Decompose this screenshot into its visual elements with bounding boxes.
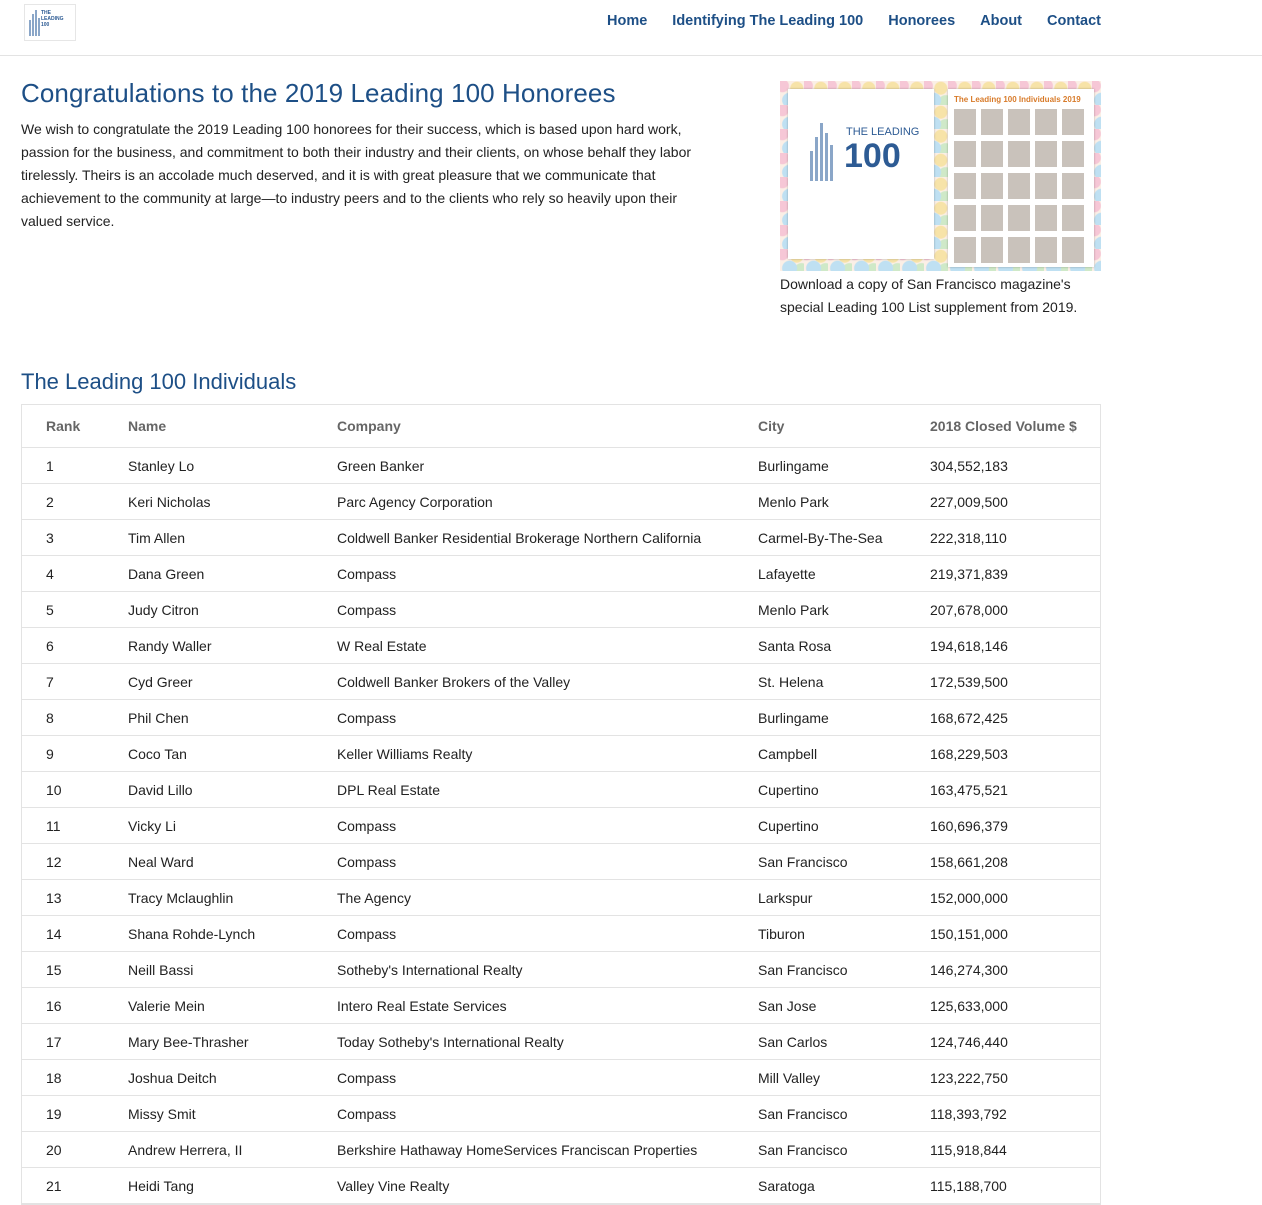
cell-company: Intero Real Estate Services [337, 988, 758, 1024]
cell-name: Valerie Mein [128, 988, 337, 1024]
table-row [22, 592, 1100, 628]
cell-rank: 5 [22, 592, 128, 628]
cell-volume: 163,475,521 [930, 772, 1100, 808]
table-row [22, 952, 1100, 988]
cell-company: W Real Estate [337, 628, 758, 664]
table-row [22, 628, 1100, 664]
nav-contact[interactable]: Contact [1047, 13, 1101, 29]
cell-rank: 10 [22, 772, 128, 808]
cell-volume: 118,393,792 [930, 1096, 1100, 1132]
col-city[interactable]: City [758, 405, 930, 448]
table-row [22, 880, 1100, 916]
site-logo[interactable] [24, 4, 76, 41]
cell-name: Tim Allen [128, 520, 337, 556]
cell-volume: 115,188,700 [930, 1168, 1100, 1204]
cell-city: San Francisco [758, 844, 930, 880]
cell-name: Keri Nicholas [128, 484, 337, 520]
main-nav [607, 13, 1101, 29]
cell-volume: 158,661,208 [930, 844, 1100, 880]
supplement-caption[interactable]: Download a copy of San Francisco magazine's special Leading 100 List supplement from 2019. [780, 276, 1078, 315]
cell-rank: 13 [22, 880, 128, 916]
table-row [22, 844, 1100, 880]
cell-company: Coldwell Banker Residential Brokerage Northern California [337, 520, 758, 556]
site-header [0, 0, 1262, 56]
table-row [22, 1024, 1100, 1060]
page-title: Congratulations to the 2019 Leading 100 Honorees [21, 78, 616, 108]
cell-city: Burlingame [758, 700, 930, 736]
logo-building-icon [29, 10, 39, 36]
cell-volume: 172,539,500 [930, 664, 1100, 700]
cell-volume: 222,318,110 [930, 520, 1100, 556]
cell-name: Shana Rohde-Lynch [128, 916, 337, 952]
cell-rank: 14 [22, 916, 128, 952]
cell-name: Missy Smit [128, 1096, 337, 1132]
cell-name: Judy Citron [128, 592, 337, 628]
cell-volume: 124,746,440 [930, 1024, 1100, 1060]
cell-company: Coldwell Banker Brokers of the Valley [337, 664, 758, 700]
table-row [22, 1132, 1100, 1168]
supplement-cover-image[interactable] [780, 81, 1101, 271]
table-row [22, 808, 1100, 844]
logo-text: THE LEADING 100 [41, 10, 64, 28]
cell-city: St. Helena [758, 664, 930, 700]
cell-name: Tracy Mclaughlin [128, 880, 337, 916]
cover-big-title: 100 [844, 137, 901, 175]
col-name[interactable]: Name [128, 405, 337, 448]
cell-company: Keller Williams Realty [337, 736, 758, 772]
cell-rank: 18 [22, 1060, 128, 1096]
cell-rank: 3 [22, 520, 128, 556]
cell-city: Mill Valley [758, 1060, 930, 1096]
cell-rank: 20 [22, 1132, 128, 1168]
cell-volume: 194,618,146 [930, 628, 1100, 664]
cell-name: Joshua Deitch [128, 1060, 337, 1096]
cover-building-icon [810, 123, 838, 181]
cell-city: Santa Rosa [758, 628, 930, 664]
nav-home[interactable]: Home [607, 13, 648, 29]
cell-city: San Jose [758, 988, 930, 1024]
cell-volume: 304,552,183 [930, 448, 1100, 484]
cover-front-page [788, 89, 934, 259]
table-row [22, 520, 1100, 556]
table-row [22, 1096, 1100, 1132]
cell-rank: 9 [22, 736, 128, 772]
cell-company: Compass [337, 844, 758, 880]
cell-city: San Francisco [758, 1132, 930, 1168]
cell-name: Stanley Lo [128, 448, 337, 484]
cell-city: Menlo Park [758, 592, 930, 628]
honoree-photo-grid [954, 109, 1084, 263]
intro-text: We wish to congratulate the 2019 Leading 100 honorees for their success, which is based upon hard work, passion for the business, and commitment to both their industry and their clients, on whose behalf they labor tirelessly. Theirs is an accolade much deserved, and it is with great pleasure that we communicate that achievement to the community at large—to industry peers and to the clients who rely so heavily upon their valued service. [21, 121, 692, 229]
cell-rank: 17 [22, 1024, 128, 1060]
cell-city: Cupertino [758, 772, 930, 808]
cell-company: Compass [337, 700, 758, 736]
cell-company: Parc Agency Corporation [337, 484, 758, 520]
cell-name: David Lillo [128, 772, 337, 808]
cell-rank: 21 [22, 1168, 128, 1204]
cell-rank: 19 [22, 1096, 128, 1132]
cell-volume: 115,918,844 [930, 1132, 1100, 1168]
cell-city: Carmel-By-The-Sea [758, 520, 930, 556]
cell-volume: 146,274,300 [930, 952, 1100, 988]
cell-volume: 168,229,503 [930, 736, 1100, 772]
table-row [22, 1060, 1100, 1096]
cell-name: Neal Ward [128, 844, 337, 880]
cell-volume: 125,633,000 [930, 988, 1100, 1024]
cell-city: Cupertino [758, 808, 930, 844]
cell-rank: 8 [22, 700, 128, 736]
cell-company: Sotheby's International Realty [337, 952, 758, 988]
cell-city: Lafayette [758, 556, 930, 592]
cell-volume: 219,371,839 [930, 556, 1100, 592]
cell-name: Cyd Greer [128, 664, 337, 700]
inner-page-title: The Leading 100 Individuals 2019 [954, 95, 1081, 104]
table-row [22, 556, 1100, 592]
cell-name: Coco Tan [128, 736, 337, 772]
cell-company: Compass [337, 1060, 758, 1096]
table-row [22, 664, 1100, 700]
cell-company: Berkshire Hathaway HomeServices Franciscan Properties [337, 1132, 758, 1168]
table-row [22, 772, 1100, 808]
cell-rank: 6 [22, 628, 128, 664]
cell-company: Compass [337, 808, 758, 844]
col-company[interactable]: Company [337, 405, 758, 448]
table-row [22, 1168, 1100, 1204]
table-header-row [22, 405, 1100, 448]
cell-rank: 16 [22, 988, 128, 1024]
cell-volume: 150,151,000 [930, 916, 1100, 952]
cell-rank: 11 [22, 808, 128, 844]
cell-city: Tiburon [758, 916, 930, 952]
cell-volume: 227,009,500 [930, 484, 1100, 520]
table-row [22, 448, 1100, 484]
cell-name: Randy Waller [128, 628, 337, 664]
cell-volume: 123,222,750 [930, 1060, 1100, 1096]
cell-city: Larkspur [758, 880, 930, 916]
cell-rank: 2 [22, 484, 128, 520]
cell-name: Andrew Herrera, II [128, 1132, 337, 1168]
cell-volume: 160,696,379 [930, 808, 1100, 844]
cell-company: DPL Real Estate [337, 772, 758, 808]
cell-volume: 168,672,425 [930, 700, 1100, 736]
individuals-heading: The Leading 100 Individuals [21, 369, 297, 394]
table-row [22, 736, 1100, 772]
cell-company: Compass [337, 916, 758, 952]
cell-city: Burlingame [758, 448, 930, 484]
cell-company: Today Sotheby's International Realty [337, 1024, 758, 1060]
nav-identifying[interactable]: Identifying The Leading 100 [672, 13, 864, 29]
cell-volume: 152,000,000 [930, 880, 1100, 916]
cell-company: Compass [337, 592, 758, 628]
cell-rank: 12 [22, 844, 128, 880]
cell-city: San Francisco [758, 952, 930, 988]
cell-name: Phil Chen [128, 700, 337, 736]
cell-city: Campbell [758, 736, 930, 772]
table-row [22, 916, 1100, 952]
cell-city: Menlo Park [758, 484, 930, 520]
cell-rank: 4 [22, 556, 128, 592]
cell-name: Mary Bee-Thrasher [128, 1024, 337, 1060]
table-row [22, 700, 1100, 736]
cell-name: Dana Green [128, 556, 337, 592]
table-row [22, 484, 1100, 520]
cell-company: Valley Vine Realty [337, 1168, 758, 1204]
individuals-table [21, 404, 1101, 1205]
cover-small-title: THE LEADING [846, 126, 920, 138]
cell-name: Heidi Tang [128, 1168, 337, 1204]
table-row [22, 988, 1100, 1024]
cell-name: Neill Bassi [128, 952, 337, 988]
cell-company: Compass [337, 1096, 758, 1132]
table-body [22, 448, 1100, 1204]
cell-city: Saratoga [758, 1168, 930, 1204]
cell-rank: 7 [22, 664, 128, 700]
cover-inner-page [948, 89, 1094, 267]
nav-honorees[interactable]: Honorees [888, 13, 956, 29]
cell-company: Green Banker [337, 448, 758, 484]
cell-company: Compass [337, 556, 758, 592]
cell-volume: 207,678,000 [930, 592, 1100, 628]
cell-name: Vicky Li [128, 808, 337, 844]
cell-rank: 15 [22, 952, 128, 988]
cell-rank: 1 [22, 448, 128, 484]
col-volume[interactable]: 2018 Closed Volume $ [930, 405, 1100, 448]
cell-city: San Francisco [758, 1096, 930, 1132]
cell-city: San Carlos [758, 1024, 930, 1060]
nav-about[interactable]: About [980, 13, 1023, 29]
col-rank[interactable]: Rank [22, 405, 128, 448]
cell-company: The Agency [337, 880, 758, 916]
